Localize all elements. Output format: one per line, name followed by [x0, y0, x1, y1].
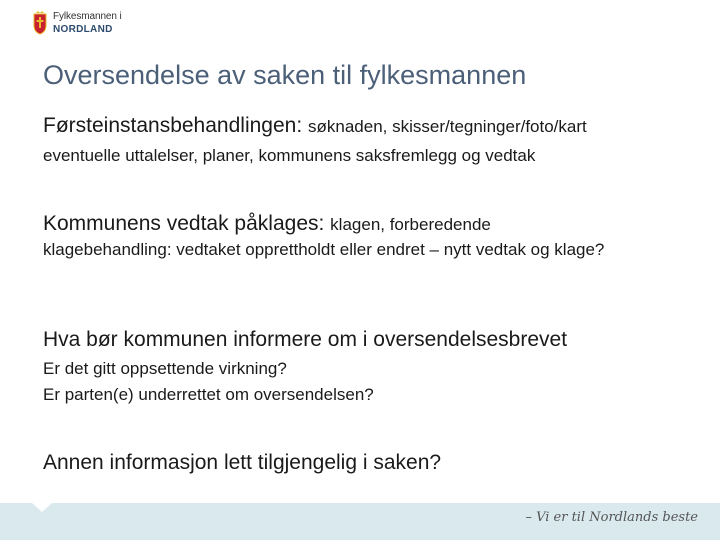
- section1-lead: Førsteinstansbehandlingen:: [43, 114, 308, 137]
- question-parties-notified: Er parten(e) underrettet om oversendelsen?: [43, 385, 374, 404]
- section2-rest: klagen, forberedende: [330, 215, 491, 234]
- section2-continuation: klagebehandling: vedtaket opprettholdt eller endret – nytt vedtak og klage?: [43, 240, 605, 259]
- logo-line-2: NORDLAND: [53, 24, 113, 35]
- section-other-info: [43, 451, 693, 475]
- coat-of-arms-icon: [32, 11, 48, 35]
- section2-lead: Kommunens vedtak påklages:: [43, 212, 331, 235]
- section-first-instance: [43, 114, 693, 166]
- slide-title: Oversendelse av saken til fylkesmannen: [43, 60, 527, 90]
- section4-heading: Annen informasjon lett tilgjengelig i saken?: [43, 451, 442, 474]
- section-appeal: [43, 212, 693, 262]
- section-cover-letter: [43, 328, 693, 405]
- section1-line2: eventuelle uttalelser, planer, kommunens saksfremlegg og vedtak: [43, 146, 536, 165]
- section1-rest: søknaden, skisser/tegninger/foto/kart: [308, 117, 587, 136]
- footer-notch: [32, 503, 52, 512]
- section3-heading: Hva bør kommunen informere om i oversendelsesbrevet: [43, 328, 568, 351]
- question-suspensive-effect: Er det gitt oppsettende virkning?: [43, 359, 287, 378]
- footer-slogan: – Vi er til Nordlands beste: [525, 510, 698, 525]
- logo-line-1: Fylkesmannen i: [53, 11, 122, 22]
- org-logo: [32, 10, 122, 36]
